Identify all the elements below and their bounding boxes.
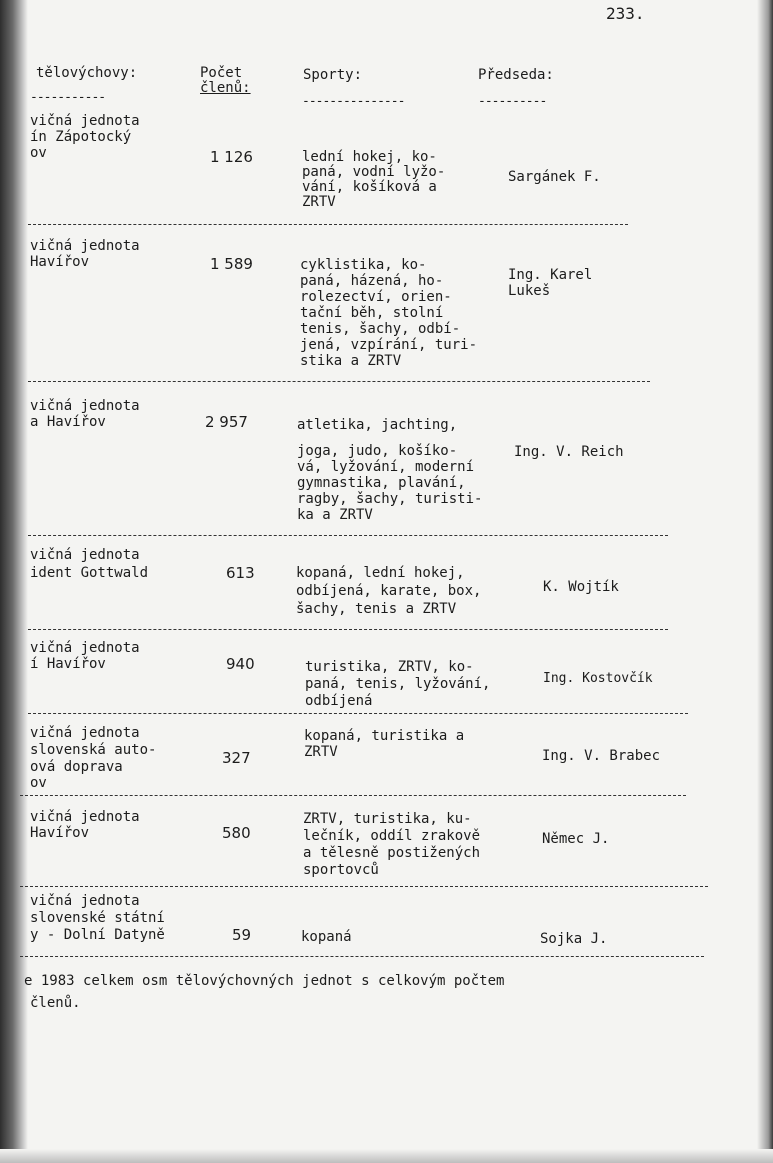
row2-sports-line7: stika a ZRTV (300, 353, 402, 369)
row3-sports-line5: ragby, šachy, turisti- (297, 491, 483, 507)
row3-sports-line2: joga, judo, košíko- (297, 443, 458, 459)
row3-sports-line3: vá, lyžování, moderní (297, 459, 475, 475)
row1-chair: Sargánek F. (508, 169, 601, 185)
row4-sports-line1: kopaná, lední hokej, (296, 565, 465, 581)
header-sports: Sporty: (303, 67, 363, 83)
header-org-underline: ----------- (30, 90, 106, 105)
row2-org-line1: vičná jednota (30, 238, 140, 254)
row5-org-line1: vičná jednota (30, 640, 140, 656)
row2-chair-line2: Lukeš (508, 283, 551, 299)
footer-line1: e 1983 celkem osm tělovýchovných jednot s celkovým počtem (24, 973, 505, 989)
row6-org-line2: slovenská auto- (30, 742, 157, 758)
row3-sports-line1: atletika, jachting, (297, 417, 458, 433)
row5-sports-line1: turistika, ZRTV, ko- (305, 659, 474, 675)
row7-chair: Němec J. (542, 831, 610, 847)
row4-org-line1: vičná jednota (30, 547, 140, 563)
row1-count: 1 126 (210, 148, 253, 166)
row4-org-line2: ident Gottwald (30, 565, 149, 581)
row3-org-line2: a Havířov (30, 414, 106, 430)
row5-chair: Ing. Kostovčík (543, 671, 653, 686)
header-count-line1: Počet (200, 65, 243, 81)
row1-divider (28, 224, 628, 225)
row2-sports-line2: paná, házená, ho- (300, 273, 444, 289)
row1-sports-line3: vání, košíková a (302, 179, 437, 195)
row7-org-line1: vičná jednota (30, 809, 140, 825)
row6-divider (20, 795, 686, 796)
row2-sports-line3: rolezectví, orien- (300, 289, 452, 305)
row7-sports-line1: ZRTV, turistika, ku- (303, 811, 472, 827)
header-sports-underline: --------------- (302, 94, 405, 109)
row4-sports-line2: odbíjená, karate, box, (296, 583, 482, 599)
row5-sports-line3: odbíjená (305, 693, 373, 709)
row5-org-line2: í Havířov (30, 656, 106, 672)
row7-divider (20, 886, 708, 887)
row1-org-line3: ov (30, 145, 47, 161)
row8-org-line2: slovenské státní (30, 910, 165, 926)
row2-count: 1 589 (210, 255, 253, 273)
row6-chair: Ing. V. Brabec (542, 748, 661, 764)
row8-org-line1: vičná jednota (30, 893, 140, 909)
scan-right-edge (757, 0, 773, 1163)
row3-count: 2 957 (205, 413, 248, 431)
row8-sports-line1: kopaná (301, 929, 352, 945)
row3-sports-line6: ka a ZRTV (297, 507, 373, 523)
row7-sports-line3: a tělesně postižených (303, 845, 481, 861)
row1-org-line1: vičná jednota (30, 113, 140, 129)
row2-sports-line1: cyklistika, ko- (300, 257, 427, 273)
header-chair-underline: ---------- (478, 94, 547, 109)
header-org: tělovýchovy: (36, 65, 138, 81)
row6-org-line4: ov (30, 775, 47, 791)
row6-org-line1: vičná jednota (30, 725, 140, 741)
header-count-line2: členů: (200, 80, 251, 96)
row8-chair: Sojka J. (540, 931, 608, 947)
row8-count: 59 (232, 926, 252, 944)
row6-org-line3: ová doprava (30, 759, 123, 775)
row8-divider (20, 956, 704, 957)
row2-org-line2: Havířov (30, 254, 90, 270)
row2-sports-line4: tační běh, stolní (300, 305, 444, 321)
row2-divider (28, 381, 650, 382)
row1-sports-line1: lední hokej, ko- (302, 149, 437, 165)
row2-chair-line1: Ing. Karel (508, 267, 593, 283)
row6-sports-line1: kopaná, turistika a (304, 728, 465, 744)
row1-sports-line4: ZRTV (302, 194, 336, 210)
footer-line2: členů. (30, 995, 81, 1011)
row7-count: 580 (222, 824, 251, 842)
row4-sports-line3: šachy, tenis a ZRTV (296, 601, 457, 617)
row3-org-line1: vičná jednota (30, 398, 140, 414)
row8-org-line3: y - Dolní Datyně (30, 927, 165, 943)
row6-count: 327 (222, 749, 251, 767)
row1-org-line2: ín Zápotocký (30, 129, 132, 145)
row3-divider (28, 535, 668, 536)
row7-sports-line2: lečník, oddíl zrakově (303, 828, 481, 844)
row5-sports-line2: paná, tenis, lyžování, (305, 676, 491, 692)
row1-sports-line2: paná, vodní lyžo- (302, 164, 446, 180)
row3-sports-line4: gymnastika, plavání, (297, 475, 466, 491)
row4-count: 613 (226, 564, 255, 582)
row5-divider (28, 713, 688, 714)
row3-chair: Ing. V. Reich (514, 444, 624, 460)
row4-divider (28, 629, 668, 630)
row4-chair: K. Wojtík (543, 579, 619, 595)
row7-sports-line4: sportovců (303, 862, 379, 878)
header-chair: Předseda: (478, 67, 554, 83)
row2-sports-line5: tenis, šachy, odbí- (300, 321, 461, 337)
page-number: 233. (606, 4, 645, 23)
scan-bottom-edge (0, 1149, 773, 1163)
row5-count: 940 (226, 655, 255, 673)
row6-sports-line2: ZRTV (304, 744, 338, 760)
row2-sports-line6: jená, vzpírání, turi- (300, 337, 478, 353)
row7-org-line2: Havířov (30, 825, 90, 841)
